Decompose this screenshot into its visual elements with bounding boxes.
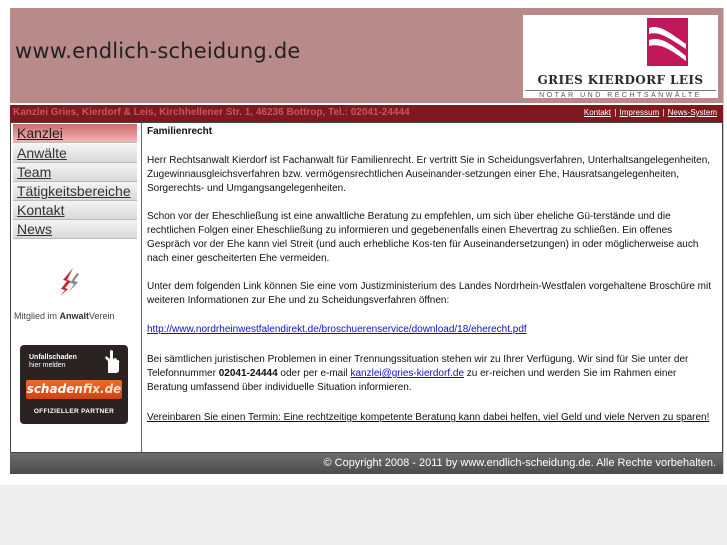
anwaltverein-brand-bold: Anwalt <box>59 311 90 321</box>
top-links <box>584 108 717 117</box>
nav-item-kanzlei[interactable]: Kanzlei <box>13 124 137 143</box>
top-link-news-system[interactable]: News-System <box>667 108 717 117</box>
top-link-separator: | <box>614 108 617 117</box>
schadenfix-logo <box>26 380 122 399</box>
schadenfix-line2: hier melden <box>29 362 66 369</box>
nav-item-team[interactable]: Team <box>13 163 137 182</box>
contact-text-after: zu er-reichen und werden Sie im Rahmen einer Beratung umfassend über individuelle Situation informieren. <box>147 368 677 393</box>
copyright-text: © Copyright 2008 - 2011 by www.endlich-scheidung.de. Alle Rechte vorbehalten. <box>323 457 716 469</box>
paragraph-contact <box>147 353 717 395</box>
anwaltverein-text <box>14 311 141 321</box>
main-content <box>147 123 717 452</box>
site-header <box>10 8 723 103</box>
firm-logo-name: GRIES KIERDORF LEIS <box>537 73 704 87</box>
contact-email-link[interactable]: kanzlei@gries-kierdorf.de <box>350 368 464 379</box>
page-heading: Familienrecht <box>147 126 213 137</box>
site-footer <box>10 453 723 474</box>
schadenfix-line1: Unfallschaden <box>29 354 77 361</box>
paragraph-advice: Schon vor der Eheschließung ist eine anwaltliche Beratung zu empfehlen, um sich über eheliche Gü-terstände und die rechtlichen Folgen einer Eheschließung zu informieren und gegebenenfalls einen Ehevertrag zu schließen. Ein offenes Gespräch vor der Ehe kann viel Streit (und auch erhebliche Kos-ten für Auseinandersetzungen) in oder möglicherweise auch nach einer gescheiterten Ehe vermeiden. <box>147 211 699 264</box>
contact-phone: 02041-24444 <box>218 368 278 379</box>
schadenfix-logo-part1: schaden <box>26 382 83 396</box>
nav-item-kontakt[interactable]: Kontakt <box>13 201 137 220</box>
nav-item-taetigkeitsbereiche[interactable]: Tätigkeitsbereiche <box>13 182 137 201</box>
nav-item-news[interactable]: News <box>13 220 137 239</box>
top-link-kontakt[interactable]: Kontakt <box>583 108 611 117</box>
paragraph-brochure: Unter dem folgenden Link können Sie eine vom Justizministerium des Landes Nordrhein-Westfalen vorgehaltene Broschüre mit weiteren Informationen zur Ehe und zu Scheidungsverfahren öffnen: <box>147 281 711 306</box>
firm-logo-mark-icon <box>647 18 688 66</box>
sidebar <box>11 123 142 452</box>
anwaltverein-prefix: Mitglied im <box>14 311 60 321</box>
contact-text-mid: oder per e-mail <box>277 368 351 379</box>
schadenfix-badge[interactable] <box>20 345 128 424</box>
cta-line <box>147 411 717 425</box>
page-background-band <box>0 485 727 545</box>
nav-item-anwaelte[interactable]: Anwälte <box>13 144 137 163</box>
page-container <box>10 8 724 474</box>
paragraph-intro: Herr Rechtsanwalt Kierdorf ist Fachanwalt für Familienrecht. Er vertritt Sie in Scheidungsverfahren, Unterhaltsangelegenheiten, Zugewinnausgleichsverfahren bzw. vermögensrechtlichen Auseinander-setzungen einer Ehe, Hausratsangelegenheiten, Sorgerechts- und Umgangsangelegenheiten. <box>147 155 711 194</box>
content-frame <box>10 122 723 453</box>
pointing-hand-icon <box>100 349 122 375</box>
contact-text-before: Bei sämtlichen juristischen Problemen in einer Trennungssituation stehen wir zu Ihrer Verfügung. Wir sind für Sie unter der Telefonnummer <box>147 354 689 379</box>
schadenfix-logo-part2: fix.de <box>82 382 122 396</box>
anwaltverein-badge[interactable] <box>11 265 141 325</box>
brochure-link[interactable]: http://www.nordrheinwestfalendirekt.de/broschuerenservice/download/18/eherecht.pdf <box>147 324 527 335</box>
anwaltverein-logo-icon <box>59 267 81 297</box>
top-link-separator: | <box>662 108 665 117</box>
schadenfix-partner-label: OFFIZIELLER PARTNER <box>33 408 115 415</box>
brochure-link-line <box>147 323 717 337</box>
firm-logo <box>523 15 718 98</box>
top-link-impressum[interactable]: Impressum <box>619 108 660 117</box>
site-title: www.endlich-scheidung.de <box>15 39 301 63</box>
anwaltverein-brand-rest: Verein <box>89 311 115 321</box>
info-bar <box>10 105 723 122</box>
appointment-link[interactable]: Vereinbaren Sie einen Termin: Eine rechtzeitige kompetente Beratung kann dabei helfen, viel Geld und viele Nerven zu sparen! <box>147 412 710 423</box>
firm-logo-subtitle: NOTAR UND RECHTSANWÄLTE <box>525 90 716 99</box>
firm-address: Kanzlei Gries, Kierdorf & Leis, Kirchhellener Str. 1, 46236 Bottrop, Tel.: 02041-24444 <box>13 107 410 118</box>
